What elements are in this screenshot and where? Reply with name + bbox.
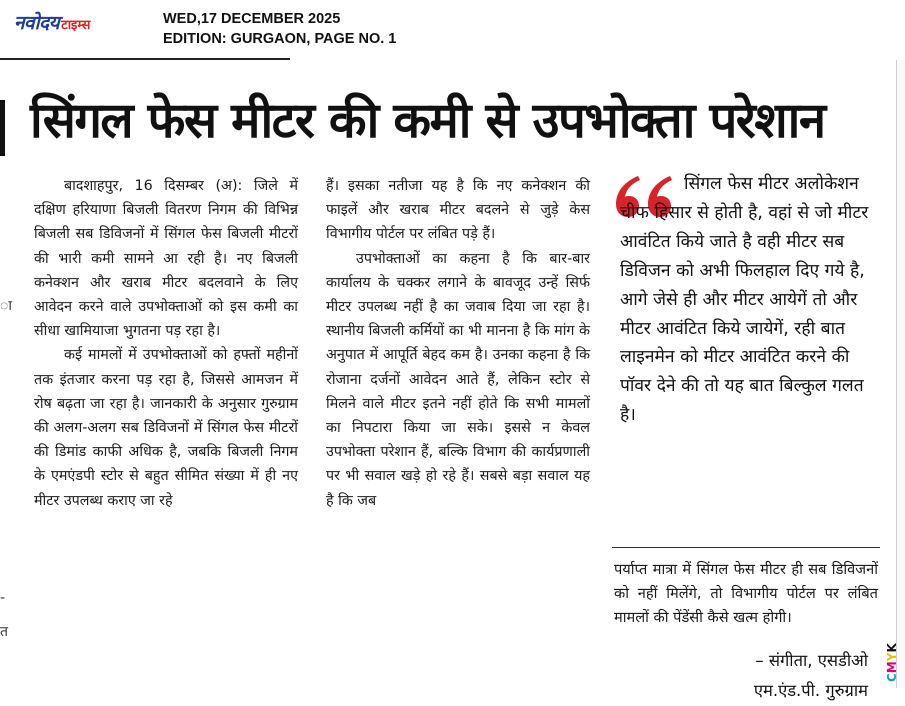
attribution-role: एम.एंड.पी. गुरुग्राम — [753, 681, 868, 700]
edition-info — [163, 9, 396, 49]
adjacent-article-edge — [0, 100, 5, 156]
quote-divider — [612, 547, 880, 548]
article-column-2 — [326, 174, 590, 513]
paragraph: उपभोक्ताओं का कहना है कि बार-बार कार्यालय के चक्कर लगाने के बावजूद उन्हें सिर्फ मीटर उपलब्ध नहीं है का जवाब दिया जा रहा है। स्थानीय बिजली कर्मियों का भी मानना है कि मांग के अनुपात में आपूर्ति बेहद कम है। उनका कहना है कि रोजाना दर्जनों आवेदन आते हैं, लेकिन स्टोर से मिलने वाले मीटर इतने नहीं होते कि सभी मामलों का निपटारा किया जा सके। इससे न केवल उपभोक्ता परेशान हैं, बल्कि विभाग की कार्यप्रणाली पर भी सवाल खड़े हो रहे हैं। सबसे बड़ा सवाल यह है कि जब — [326, 250, 590, 509]
publication-date: WED,17 DECEMBER 2025 — [163, 11, 341, 27]
article-headline: सिंगल फेस मीटर की कमी से उपभोक्ता परेशान — [30, 92, 825, 149]
article-column-1 — [34, 174, 298, 513]
logo-sub-text: टाइम्स — [61, 18, 91, 33]
logo-main-text: नवोदय — [14, 12, 60, 34]
paragraph: हैं। इसका नतीजा यह है कि नए कनेक्शन की फाइलें और खराब मीटर बदलने से जुड़े केस विभागीय पोर्टल पर लंबित पड़े हैं। — [326, 178, 590, 243]
attribution-name: – संगीता, एसडीओ — [755, 651, 868, 670]
edge-fragment: ा — [0, 298, 12, 314]
paragraph: बादशाहपुर, 16 दिसम्बर (अ): जिले में दक्षिण हरियाणा बिजली वितरण निगम की विभिन्न बिजली सब डिविजनों में सिंगल फेस बिजली मीटरों की भारी कमी सामने आ रही है। नए बिजली कनेक्शन और खराब मीटर बदलवाने के लिए आवेदन करने वाले उपभोक्ताओं को इस कमी का सीधा खामियाजा भुगतना पड़ रहा है। — [34, 178, 298, 340]
cmyk-print-mark — [884, 636, 900, 684]
quote-attribution — [754, 646, 868, 706]
quote-text: सिंगल फेस मीटर अलोकेशन चीफ हिसार से होती है, वहां से जो मीटर आवंटित किये जाते है वही मीटर सब डिविजन को अभी फिलहाल दिए गये है, आगे जेसे ही और मीटर आयेगें तो और मीटर आवंटित किये जायेगें, रही बात लाइनमेन को मीटर आवंटित करने की पॉवर देने की तो यह बात बिल्कुल गलत है। — [620, 174, 869, 426]
article-column-3 — [614, 558, 878, 631]
edge-fragment: - — [0, 590, 6, 606]
page-edge — [896, 60, 905, 688]
edition-page: EDITION: GURGAON, PAGE NO. 1 — [163, 31, 397, 47]
top-divider — [0, 58, 290, 60]
newspaper-logo — [14, 9, 90, 35]
paragraph: पर्याप्त मात्रा में सिंगल फेस मीटर ही सब डिविजनों को नहीं मिलेंगे, तो विभागीय पोर्टल पर लंबित मामलों की पेंडेंसी कैसे खत्म होगी। — [614, 561, 878, 627]
edge-fragment: त — [0, 624, 8, 640]
paragraph: कई मामलों में उपभोक्ताओं को हफ्तों महीनों तक इंतजार करना पड़ रहा है, जिससे आमजन में रोष बढ़ता जा रहा है। जानकारी के अनुसार गुरुग्राम की अलग-अलग सब डिविजनों में सिंगल फेस मीटरों की डिमांड काफी अधिक है, जबकि बिजली निगम के एमएंडपी स्टोर से बहुत सीमित संख्या में ही नए मीटर उपलब्ध कराए जा रहे — [34, 347, 298, 509]
cmyk-text: CMYK — [885, 643, 899, 682]
